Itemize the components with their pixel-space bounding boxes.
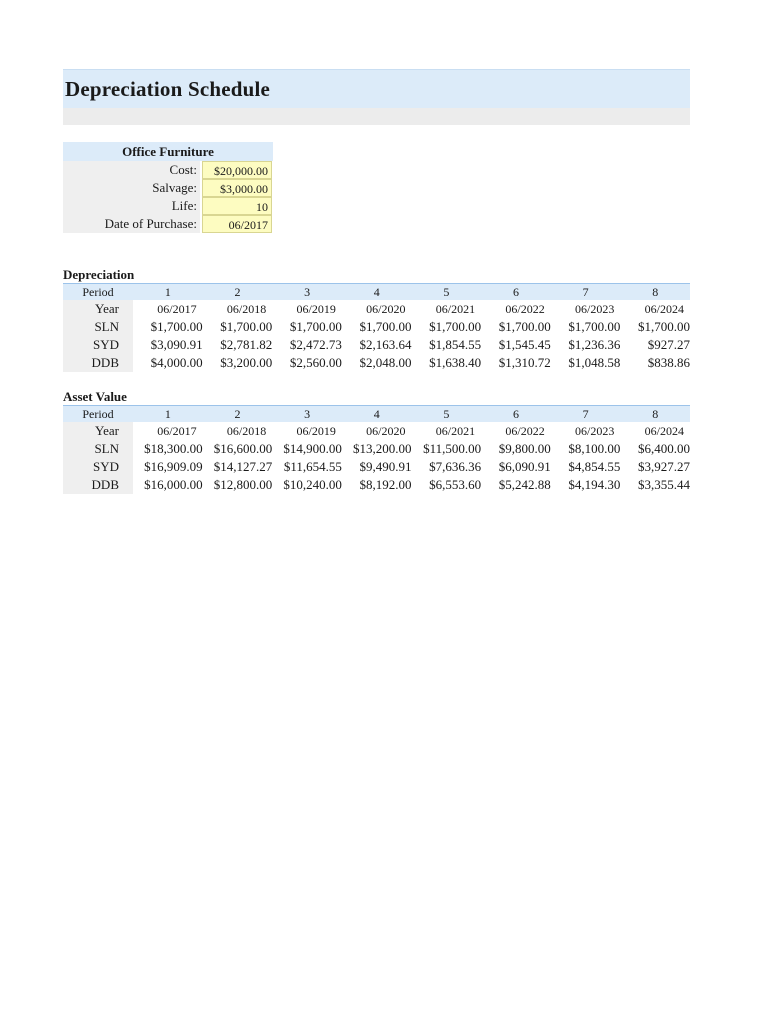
table-cell[interactable]: $2,560.00 xyxy=(289,355,342,370)
period-header-row xyxy=(63,284,690,301)
spreadsheet-page xyxy=(63,69,690,494)
table-cell[interactable]: $16,600.00 xyxy=(213,441,273,456)
period-number: 5 xyxy=(412,406,482,423)
row-label: DDB xyxy=(63,354,133,372)
table-cell[interactable]: 06/2017 xyxy=(157,424,197,438)
table-cell[interactable]: $9,490.91 xyxy=(359,459,412,474)
table-cell[interactable]: $1,545.45 xyxy=(498,337,551,352)
table-cell[interactable]: 06/2017 xyxy=(157,302,197,316)
table-cell[interactable]: $3,090.91 xyxy=(150,337,203,352)
table-cell[interactable]: $1,700.00 xyxy=(568,319,621,334)
table-cell[interactable]: 06/2018 xyxy=(226,424,267,438)
period-number: 8 xyxy=(620,406,690,423)
table-cell[interactable]: $14,127.27 xyxy=(213,459,273,474)
table-cell[interactable]: $16,909.09 xyxy=(144,459,203,474)
period-label: Period xyxy=(63,284,133,301)
table-cell[interactable]: 06/2022 xyxy=(505,424,545,438)
table-cell[interactable]: $8,192.00 xyxy=(359,477,412,492)
row-label: SYD xyxy=(63,336,133,354)
table-cell[interactable]: 06/2024 xyxy=(644,302,684,316)
period-number: 2 xyxy=(203,284,273,301)
table-row xyxy=(63,354,690,372)
table-cell[interactable]: $13,200.00 xyxy=(353,441,412,456)
row-label: Year xyxy=(63,422,133,440)
table-cell[interactable]: $1,236.36 xyxy=(568,337,621,352)
table-cell[interactable]: $3,927.27 xyxy=(638,459,690,474)
table-cell[interactable]: $1,310.72 xyxy=(498,355,551,370)
inputs-block xyxy=(63,142,273,233)
cost-field[interactable]: $20,000.00 xyxy=(202,161,272,179)
table-cell[interactable]: 06/2024 xyxy=(644,424,684,438)
asset-value-table xyxy=(63,405,690,494)
table-cell[interactable]: $3,355.44 xyxy=(638,477,690,492)
table-cell[interactable]: 06/2020 xyxy=(366,424,406,438)
table-cell[interactable]: $1,700.00 xyxy=(359,319,412,334)
table-cell[interactable]: 06/2021 xyxy=(435,424,476,438)
table-cell[interactable]: 06/2021 xyxy=(435,302,476,316)
table-cell[interactable]: $1,048.58 xyxy=(568,355,621,370)
table-cell[interactable]: $1,854.55 xyxy=(429,337,482,352)
depreciation-title: Depreciation xyxy=(63,267,135,282)
purchase-date-field[interactable]: 06/2017 xyxy=(202,215,272,233)
page-title: Depreciation Schedule xyxy=(65,76,271,101)
period-number: 6 xyxy=(481,406,551,423)
table-cell[interactable]: $1,700.00 xyxy=(150,319,203,334)
table-cell[interactable]: $8,100.00 xyxy=(568,441,621,456)
table-cell[interactable]: $1,700.00 xyxy=(220,319,273,334)
table-cell[interactable]: $6,400.00 xyxy=(638,441,690,456)
row-label: SLN xyxy=(63,440,133,458)
table-row xyxy=(63,300,690,318)
table-cell[interactable]: 06/2019 xyxy=(296,302,336,316)
period-number: 5 xyxy=(412,284,482,301)
table-cell[interactable]: $16,000.00 xyxy=(144,477,203,492)
table-cell[interactable]: 06/2019 xyxy=(296,424,336,438)
table-cell[interactable]: $9,800.00 xyxy=(498,441,551,456)
input-row-salvage xyxy=(63,179,273,197)
input-label: Life: xyxy=(63,197,200,215)
table-cell[interactable]: $10,240.00 xyxy=(283,477,342,492)
input-label: Cost: xyxy=(63,161,200,179)
period-number: 1 xyxy=(133,406,203,423)
inputs-heading: Office Furniture xyxy=(63,142,273,161)
table-cell[interactable]: $14,900.00 xyxy=(283,441,342,456)
table-cell[interactable]: $6,090.91 xyxy=(498,459,551,474)
period-header-row xyxy=(63,406,690,423)
input-label: Date of Purchase: xyxy=(63,215,200,233)
table-cell[interactable]: $3,200.00 xyxy=(220,355,273,370)
period-number: 4 xyxy=(342,284,412,301)
table-cell[interactable]: $4,000.00 xyxy=(150,355,203,370)
table-cell[interactable]: 06/2020 xyxy=(366,302,406,316)
table-cell[interactable]: $7,636.36 xyxy=(429,459,482,474)
table-cell[interactable]: $18,300.00 xyxy=(144,441,203,456)
row-label: DDB xyxy=(63,476,133,494)
table-cell[interactable]: $5,242.88 xyxy=(498,477,551,492)
depreciation-table xyxy=(63,283,690,372)
period-number: 4 xyxy=(342,406,412,423)
table-cell[interactable]: $2,163.64 xyxy=(359,337,412,352)
table-row xyxy=(63,336,690,354)
period-label: Period xyxy=(63,406,133,423)
asset-value-title: Asset Value xyxy=(63,389,127,404)
table-cell[interactable]: $2,472.73 xyxy=(289,337,342,352)
table-cell[interactable]: $4,194.30 xyxy=(568,477,621,492)
table-cell[interactable]: $1,700.00 xyxy=(498,319,551,334)
life-field[interactable]: 10 xyxy=(202,197,272,215)
row-label: Year xyxy=(63,300,133,318)
period-number: 1 xyxy=(133,284,203,301)
table-cell[interactable]: $12,800.00 xyxy=(213,477,273,492)
table-cell[interactable]: 06/2022 xyxy=(505,302,545,316)
table-cell[interactable]: $838.86 xyxy=(647,355,690,370)
table-row xyxy=(63,440,690,458)
title-subband xyxy=(63,108,690,125)
row-label: SLN xyxy=(63,318,133,336)
table-cell[interactable]: $11,500.00 xyxy=(423,441,482,456)
period-number: 7 xyxy=(551,406,621,423)
table-cell[interactable]: $4,854.55 xyxy=(568,459,621,474)
table-row xyxy=(63,422,690,440)
period-number: 3 xyxy=(272,406,342,423)
table-cell[interactable]: 06/2018 xyxy=(226,302,267,316)
table-cell[interactable]: 06/2023 xyxy=(575,302,615,316)
table-cell[interactable]: $1,700.00 xyxy=(638,319,690,334)
table-cell[interactable]: 06/2023 xyxy=(575,424,615,438)
table-cell[interactable]: $11,654.55 xyxy=(283,459,342,474)
table-cell[interactable]: $2,048.00 xyxy=(359,355,412,370)
title-band xyxy=(63,69,690,108)
table-cell[interactable]: $1,638.40 xyxy=(429,355,482,370)
table-row xyxy=(63,458,690,476)
table-cell[interactable]: $927.27 xyxy=(647,337,690,352)
table-row xyxy=(63,318,690,336)
salvage-field[interactable]: $3,000.00 xyxy=(202,179,272,197)
input-row-date xyxy=(63,215,273,233)
table-row xyxy=(63,476,690,494)
period-number: 8 xyxy=(620,284,690,301)
table-cell[interactable]: $1,700.00 xyxy=(429,319,482,334)
table-cell[interactable]: $2,781.82 xyxy=(220,337,273,352)
table-cell[interactable]: $1,700.00 xyxy=(289,319,342,334)
input-row-life xyxy=(63,197,273,215)
row-label: SYD xyxy=(63,458,133,476)
period-number: 6 xyxy=(481,284,551,301)
period-number: 2 xyxy=(203,406,273,423)
input-label: Salvage: xyxy=(63,179,200,197)
period-number: 7 xyxy=(551,284,621,301)
table-cell[interactable]: $6,553.60 xyxy=(429,477,482,492)
period-number: 3 xyxy=(272,284,342,301)
input-row-cost xyxy=(63,161,273,179)
